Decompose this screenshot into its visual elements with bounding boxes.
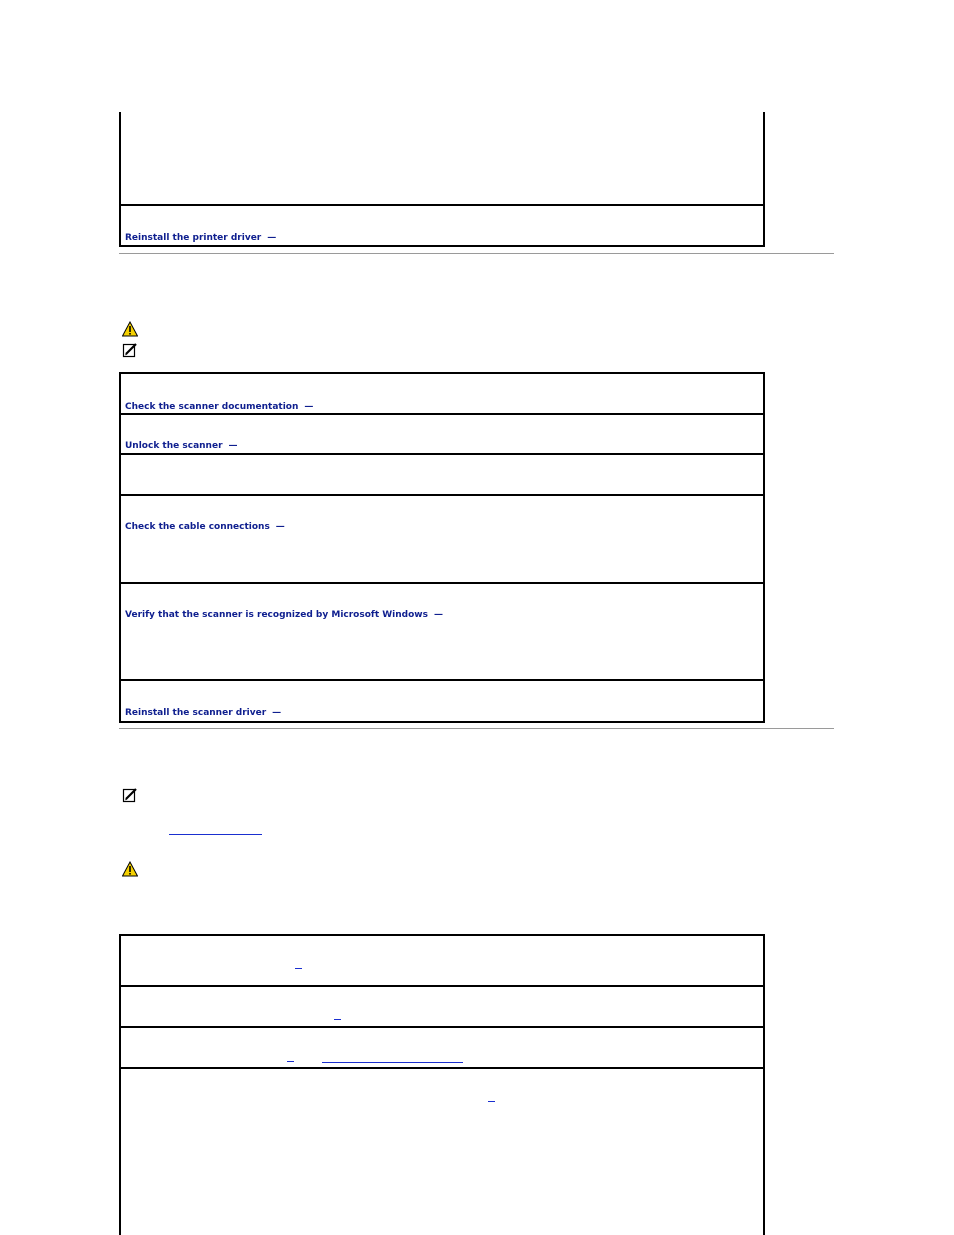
caution-icon [122, 321, 138, 337]
step-link[interactable] [488, 1101, 495, 1102]
step-dash: — [272, 708, 282, 718]
step-empty [125, 481, 131, 491]
section-divider [119, 728, 834, 729]
table-row [121, 372, 763, 414]
cross-reference-link[interactable] [169, 833, 262, 835]
table-row [121, 1067, 763, 1129]
table-row [121, 679, 763, 723]
note-icon [122, 342, 138, 358]
table-row [121, 204, 763, 247]
section-divider [119, 253, 834, 254]
note-icon [122, 787, 138, 803]
table-row [121, 934, 763, 986]
printer-steps-table [119, 112, 765, 247]
step-dash: — [275, 522, 285, 532]
step-reinstall-scanner-driver [125, 708, 281, 718]
step-dash: — [304, 402, 314, 412]
caution-icon [122, 861, 138, 877]
table-row [121, 582, 763, 679]
table-row [121, 1026, 763, 1067]
step-label: Check the cable connections [125, 522, 270, 532]
step-reinstall-printer-driver [125, 233, 276, 243]
step-label: Reinstall the printer driver [125, 233, 262, 243]
step-label: Reinstall the scanner driver [125, 708, 267, 718]
table-row [121, 453, 763, 495]
step-link[interactable] [287, 1061, 294, 1062]
step-dash: — [267, 233, 277, 243]
step-label: Check the scanner documentation [125, 402, 299, 412]
step-label: Unlock the scanner [125, 441, 223, 451]
step-check-cable-connections [125, 522, 285, 532]
step-dash: — [433, 610, 443, 620]
table-row [121, 413, 763, 454]
step-link[interactable] [334, 1019, 341, 1020]
bottom-steps-table [119, 934, 765, 1235]
step-label: Verify that the scanner is recognized by Microsoft Windows [125, 610, 428, 620]
cross-reference-link[interactable] [322, 1061, 463, 1063]
step-check-scanner-documentation [125, 402, 313, 412]
step-verify-scanner-recognized [125, 610, 443, 620]
step-unlock-scanner [125, 441, 238, 451]
table-row [121, 494, 763, 582]
step-dash: — [228, 441, 238, 451]
scanner-steps-table [119, 372, 765, 723]
step-link[interactable] [295, 968, 302, 969]
table-row [121, 985, 763, 1026]
